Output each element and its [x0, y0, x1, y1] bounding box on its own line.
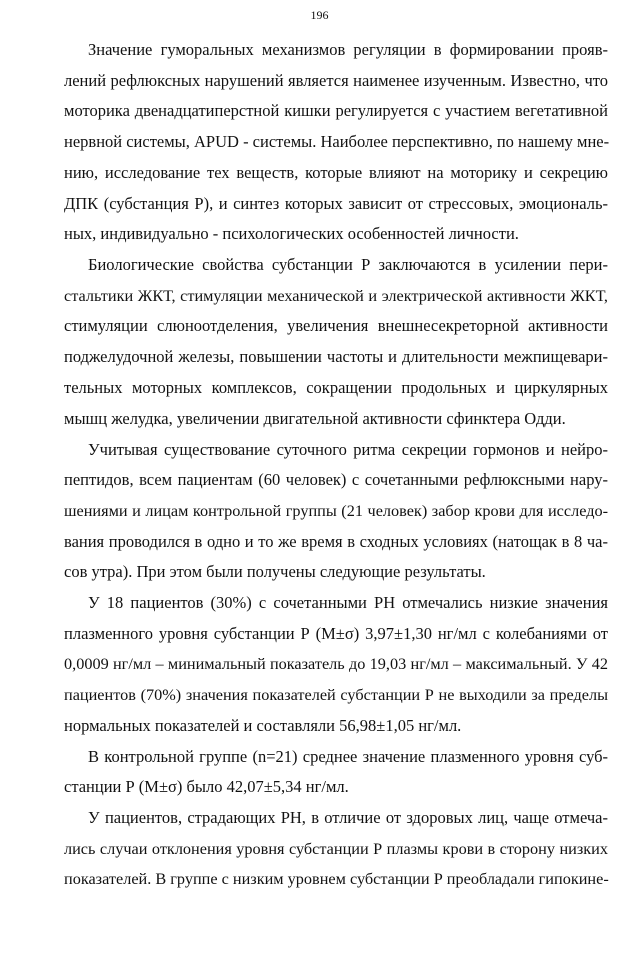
text-line: плазменного уровня субстанции Р (M±σ) 3,97±1,30 нг/мл с колебаниями от — [64, 624, 608, 643]
text-line: стимуляции слюноотделения, увеличения внешнесекреторной активности — [64, 316, 608, 335]
text-line: Учитывая существование суточного ритма секреции гормонов и нейро- — [88, 440, 608, 459]
text-line: У 18 пациентов (30%) с сочетанными РН отмечались низкие значения — [88, 593, 608, 612]
text-line: ных, индивидуально - психологических особенностей личности. — [64, 224, 519, 243]
text-line: станции Р (M±σ) было 42,07±5,34 нг/мл. — [64, 777, 349, 796]
text-line: нию, исследование тех веществ, которые влияют на моторику и секрецию — [64, 163, 608, 182]
text-line: тельных моторных комплексов, сокращении продольных и циркулярных — [64, 378, 608, 397]
text-line: сов утра). При этом были получены следующие результаты. — [64, 562, 486, 581]
text-line: моторика двенадцатиперстной кишки регулируется с участием вегетативной — [64, 101, 608, 120]
text-line: ДПК (субстанция Р), и синтез которых зависит от стрессовых, эмоциональ- — [64, 194, 608, 213]
text-line: Биологические свойства субстанции Р заключаются в усилении пери- — [88, 255, 608, 274]
text-line: пептидов, всем пациентам (60 человек) с сочетанными рефлюксными нару- — [64, 470, 608, 489]
text-line: нормальных показателей и составляли 56,98±1,05 нг/мл. — [64, 716, 462, 735]
text-line: В контрольной группе (n=21) среднее значение плазменного уровня суб- — [88, 747, 608, 766]
text-line: поджелудочной железы, повышении частоты и длительности межпищевари- — [64, 347, 608, 366]
text-line: лись случаи отклонения уровня субстанции Р плазмы крови в сторону низких — [64, 840, 608, 858]
text-line: 0,0009 нг/мл – минимальный показатель до 19,03 нг/мл – максимальный. У 42 — [64, 655, 608, 673]
text-line: Значение гуморальных механизмов регуляции в формировании прояв- — [88, 40, 608, 59]
text-line: показателей. В группе с низким уровнем субстанции Р преобладали гипокине- — [64, 870, 609, 888]
text-line: лений рефлюксных нарушений является наименее изученным. Известно, что — [64, 71, 608, 90]
text-line: вания проводился в одно и то же время в сходных условиях (натощак в 8 ча- — [64, 532, 608, 551]
text-line: пациентов (70%) значения показателей субстанции Р не выходили за пределы — [64, 686, 608, 704]
text-line: мышц желудка, увеличении двигательной активности сфинктера Одди. — [64, 409, 566, 428]
text-line: У пациентов, страдающих РН, в отличие от здоровых лиц, чаще отмеча- — [88, 808, 608, 827]
text-line: шениями и лицам контрольной группы (21 человек) забор крови для исследо- — [64, 502, 608, 520]
text-line: стальтики ЖКТ, стимуляции механической и электрической активности ЖКТ, — [64, 287, 608, 305]
text-line: нервной системы, APUD - системы. Наиболее перспективно, по нашему мне- — [64, 132, 610, 151]
page-number: 196 — [310, 8, 329, 22]
